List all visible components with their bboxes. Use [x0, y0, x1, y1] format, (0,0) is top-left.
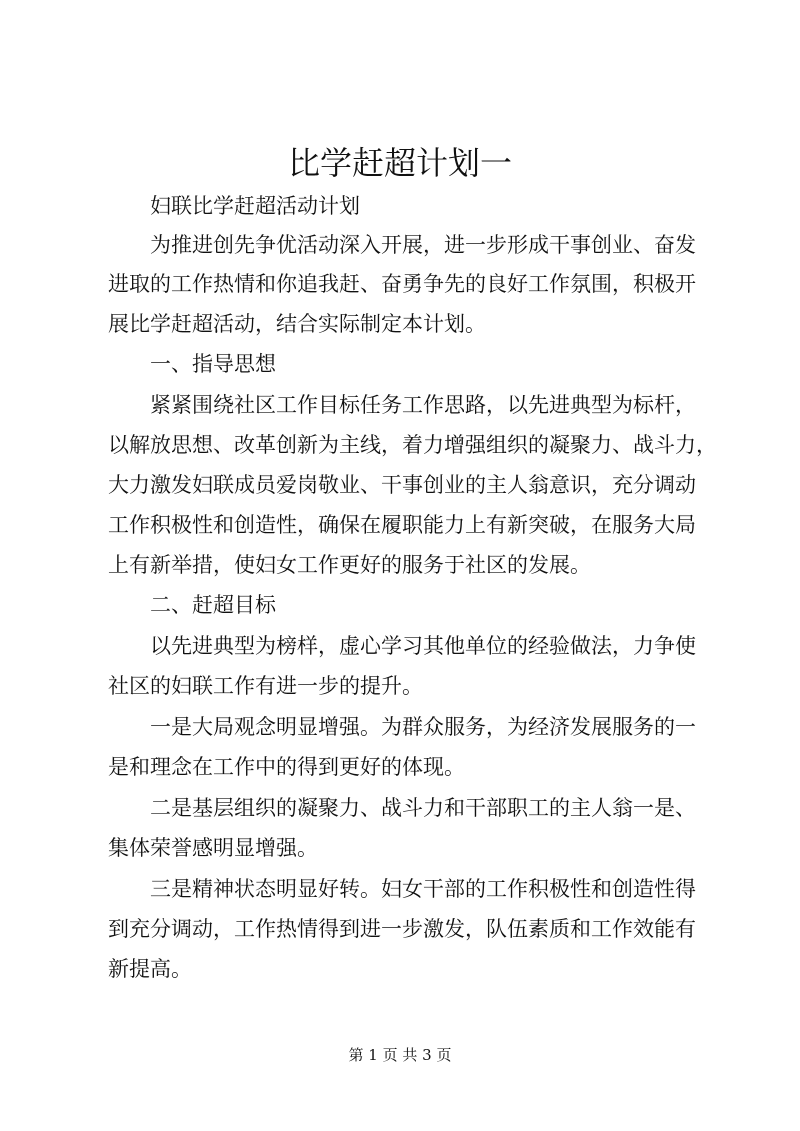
- paragraph-line: 是和理念在工作中的得到更好的体现。: [108, 755, 465, 779]
- paragraph-line: 展比学赶超活动，结合实际制定本计划。: [108, 312, 486, 336]
- section-heading: 二、赶超目标: [150, 593, 276, 617]
- paragraph-line: 以先进典型为榜样，虚心学习其他单位的经验做法，力争使: [150, 634, 696, 658]
- section-heading: 一、指导思想: [150, 352, 276, 376]
- paragraph-line: 上有新举措，使妇女工作更好的服务于社区的发展。: [108, 553, 591, 577]
- page-title: 比学赶超计划一: [287, 144, 512, 182]
- paragraph-line: 到充分调动，工作热情得到进一步激发，队伍素质和工作效能有: [108, 917, 696, 941]
- paragraph-line: 社区的妇联工作有进一步的提升。: [108, 674, 423, 698]
- paragraph-line: 紧紧围绕社区工作目标任务工作思路，以先进典型为标杆，: [150, 393, 696, 417]
- paragraph-line: 一是大局观念明显增强。为群众服务，为经济发展服务的一: [150, 715, 696, 739]
- paragraph-line: 三是精神状态明显好转。妇女干部的工作积极性和创造性得: [150, 877, 696, 901]
- paragraph-line: 集体荣誉感明显增强。: [108, 836, 318, 860]
- paragraph-line: 进取的工作热情和你追我赶、奋勇争先的良好工作氛围，积极开: [108, 272, 696, 296]
- page-number-footer: 第 1 页 共 3 页: [348, 1046, 452, 1064]
- paragraph-line: 大力激发妇联成员爱岗敬业、干事创业的主人翁意识，充分调动: [108, 473, 696, 497]
- paragraph-line: 二是基层组织的凝聚力、战斗力和干部职工的主人翁一是、: [150, 796, 696, 820]
- paragraph-line: 工作积极性和创造性，确保在履职能力上有新突破，在服务大局: [108, 513, 696, 537]
- subtitle-line: 妇联比学赶超活动计划: [150, 194, 360, 218]
- paragraph-line: 新提高。: [108, 957, 192, 981]
- paragraph-line: 以解放思想、改革创新为主线，着力增强组织的凝聚力、战斗力，: [108, 433, 717, 457]
- paragraph-line: 为推进创先争优活动深入开展，进一步形成干事创业、奋发: [150, 233, 696, 257]
